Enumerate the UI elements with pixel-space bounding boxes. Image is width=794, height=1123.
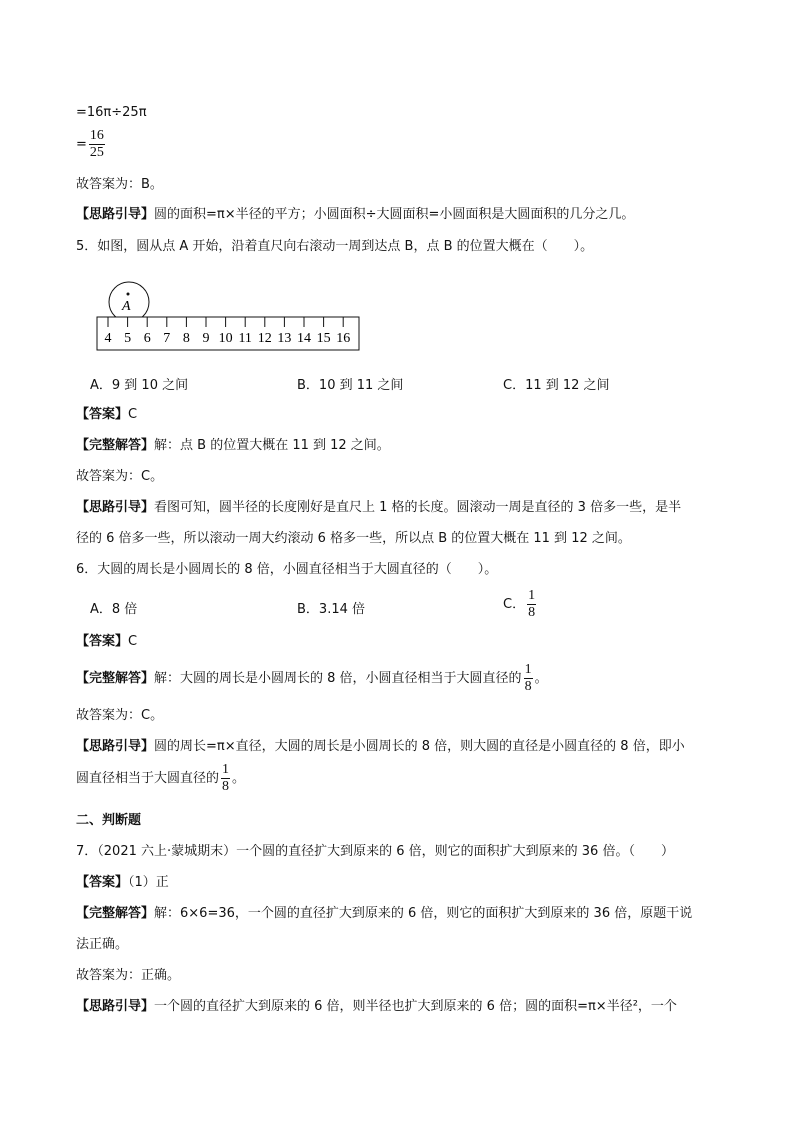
ruler-number: 4 xyxy=(104,331,112,346)
ruler-number: 9 xyxy=(202,331,210,346)
option-a: A．9 到 10 之间 xyxy=(90,378,189,393)
point-a-dot xyxy=(127,293,130,296)
q6-answer: 【答案】C xyxy=(76,634,138,649)
q5-hint-line2: 径的 6 倍多一些，所以滚动一周大约滚动 6 格多一些，所以点 B 的位置大概在 11 到 12 之间。 xyxy=(76,531,631,546)
fraction-16-25: $\frac{16}{25}$ xyxy=(89,128,104,160)
ruler-number: 11 xyxy=(238,331,252,346)
ruler-circle-figure xyxy=(92,272,367,354)
hint-line: 【思路引导】圆的面积=π×半径的平方；小圆面积÷大圆面积=小圆面积是大圆面积的几分之几。 xyxy=(76,207,635,222)
q5-answer: 【答案】C xyxy=(76,407,138,422)
option-c: C．11 到 12 之间 xyxy=(503,378,610,393)
q6-option-a: A．8 倍 xyxy=(90,602,138,617)
ruler-number: 16 xyxy=(336,331,351,346)
ruler-number: 8 xyxy=(182,331,190,346)
q6-hint-line2: 圆直径相当于大圆直径的 $\frac{1}{8}$ 。 xyxy=(76,762,246,794)
q6-option-c: C． $\frac{1}{8}$ xyxy=(503,588,536,620)
fraction-1-8: $\frac{1}{8}$ xyxy=(222,762,230,794)
q5-solution: 【完整解答】解：点 B 的位置大概在 11 到 12 之间。 xyxy=(76,438,390,453)
point-a-label: A xyxy=(122,299,131,314)
q7-answer: 【答案】（1）正 xyxy=(76,875,169,890)
fraction-line: = $\frac{16}{25}$ xyxy=(76,128,104,160)
ruler-number: 13 xyxy=(277,331,292,346)
question-5: 5．如图，圆从点 A 开始，沿着直尺向右滚动一周到达点 B，点 B 的位置大概在（ ）。 xyxy=(76,239,594,254)
q6-option-b: B．3.14 倍 xyxy=(297,602,365,617)
question-7: 7．（2021 六上·蒙城期末）一个圆的直径扩大到原来的 6 倍，则它的面积扩大到原来的 36 倍。（ ） xyxy=(76,844,674,859)
ruler-number: 12 xyxy=(257,331,272,346)
equation-line: =16π÷25π xyxy=(76,105,147,120)
answer-conclusion: 故答案为：B。 xyxy=(76,177,163,192)
q6-conclusion: 故答案为：C。 xyxy=(76,708,164,723)
ruler-number: 14 xyxy=(297,331,311,346)
q5-hint-line1: 【思路引导】看图可知，圆半径的长度刚好是直尺上 1 格的长度。圆滚动一周是直径的 3 倍多一些，是半 xyxy=(76,500,682,515)
ruler-number: 7 xyxy=(163,331,171,346)
option-b: B．10 到 11 之间 xyxy=(297,378,404,393)
fraction-1-8: $\frac{1}{8}$ xyxy=(524,662,532,694)
q7-solution-line2: 法正确。 xyxy=(76,937,129,952)
q7-solution-line1: 【完整解答】解：6×6=36，一个圆的直径扩大到原来的 6 倍，则它的面积扩大到原来的 36 倍，原题干说 xyxy=(76,906,693,921)
ruler-number: 5 xyxy=(124,331,132,346)
q6-solution: 【完整解答】解：大圆的周长是小圆周长的 8 倍，小圆直径相当于大圆直径的 $\frac{1}{8}$ 。 xyxy=(76,662,548,694)
ruler-number: 15 xyxy=(316,331,331,346)
ruler-number: 10 xyxy=(218,331,233,346)
section-heading: 二、判断题 xyxy=(76,813,142,828)
question-6: 6．大圆的周长是小圆周长的 8 倍，小圆直径相当于大圆直径的（ ）。 xyxy=(76,562,498,577)
q6-hint-line1: 【思路引导】圆的周长=π×直径，大圆的周长是小圆周长的 8 倍，则大圆的直径是小圆直径的 8 倍，即小 xyxy=(76,739,685,754)
q7-hint: 【思路引导】一个圆的直径扩大到原来的 6 倍，则半径也扩大到原来的 6 倍；圆的面积=π×半径²，一个 xyxy=(76,999,677,1014)
ruler-number: 6 xyxy=(143,331,151,346)
fraction-1-8: $\frac{1}{8}$ xyxy=(528,588,536,620)
q5-conclusion: 故答案为：C。 xyxy=(76,469,164,484)
q7-conclusion: 故答案为：正确。 xyxy=(76,968,181,983)
